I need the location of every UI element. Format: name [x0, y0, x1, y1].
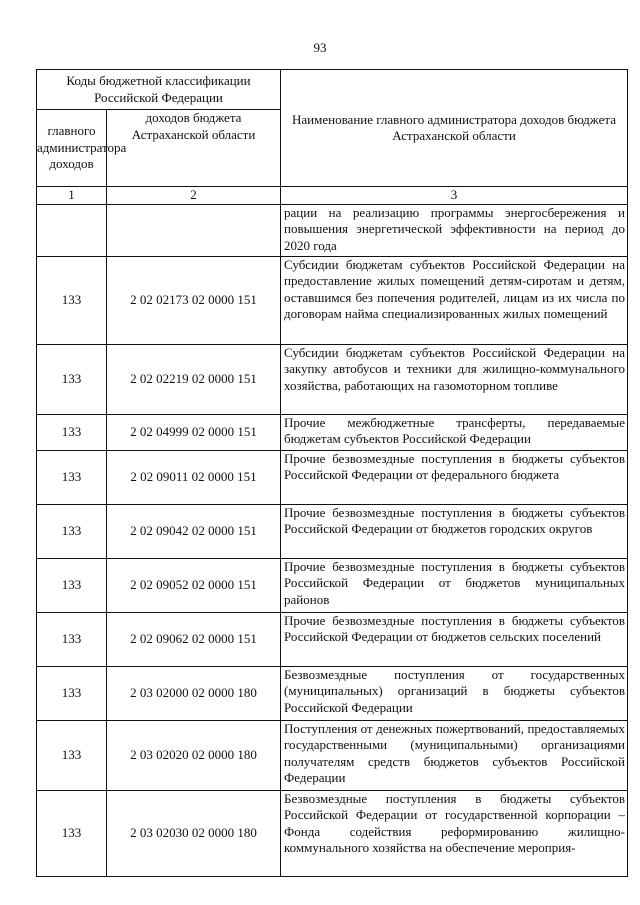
admin-code-cell: 133	[37, 612, 107, 666]
table-row	[37, 612, 628, 666]
revenue-name-cell: Субсидии бюджетам субъектов Российской Федерации на предоставление жилых помещений детям-сиротам и детям, оставшимся без попечения родителей, лицам из их числа по договорам найма специализированных жилых помещений	[281, 256, 628, 344]
table-row	[37, 450, 628, 504]
revenue-name-cell: Безвозмездные поступления в бюджеты субъектов Российской Федерации от государственной корпорации – Фонда содействия реформированию жилищно-коммунального хозяйства на обеспечение мероприя-	[281, 790, 628, 876]
admin-code-cell: 133	[37, 666, 107, 720]
admin-code-cell: 133	[37, 558, 107, 612]
revenue-name-cell: Прочие безвозмездные поступления в бюджеты субъектов Российской Федерации от бюджетов городских округов	[281, 504, 628, 558]
revenue-code-cell: 2 02 02219 02 0000 151	[107, 344, 281, 414]
admin-code-cell: 133	[37, 414, 107, 450]
column-number: 1	[37, 187, 107, 205]
budget-classification-table	[36, 69, 628, 877]
table-row	[37, 790, 628, 876]
revenue-code-cell: 2 02 02173 02 0000 151	[107, 256, 281, 344]
revenue-name-cell: Поступления от денежных пожертвований, предоставляемых государственными (муниципальными) организациями получателям средств бюджетов субъектов Российской Федерации	[281, 720, 628, 790]
revenue-name-cell: Прочие безвозмездные поступления в бюджеты субъектов Российской Федерации от бюджетов муниципальных районов	[281, 558, 628, 612]
column-number: 2	[107, 187, 281, 205]
admin-code-cell: 133	[37, 450, 107, 504]
revenue-code-cell: 2 02 09052 02 0000 151	[107, 558, 281, 612]
revenue-name-cell: Прочие безвозмездные поступления в бюджеты субъектов Российской Федерации от федерального бюджета	[281, 450, 628, 504]
revenue-name-cell: Субсидии бюджетам субъектов Российской Федерации на закупку автобусов и техники для жилищно-коммунального хозяйства, работающих на газомоторном топливе	[281, 344, 628, 414]
admin-code-cell: 133	[37, 790, 107, 876]
revenue-code-cell: 2 02 04999 02 0000 151	[107, 414, 281, 450]
table-row	[37, 204, 628, 256]
header-admin-name: Наименование главного администратора доходов бюджета Астраханской области	[281, 70, 628, 187]
table-row	[37, 666, 628, 720]
admin-code-cell: 133	[37, 504, 107, 558]
revenue-code-cell: 2 02 09042 02 0000 151	[107, 504, 281, 558]
header-main-administrator: главного администратора доходов	[37, 110, 107, 187]
revenue-name-cell: Прочие межбюджетные трансферты, передаваемые бюджетам субъектов Российской Федерации	[281, 414, 628, 450]
table-row	[37, 256, 628, 344]
revenue-code-cell: 2 02 09062 02 0000 151	[107, 612, 281, 666]
admin-code-cell: 133	[37, 256, 107, 344]
page-number: 93	[313, 40, 327, 55]
table-row	[37, 344, 628, 414]
header-budget-revenue: доходов бюджета Астраханской области	[107, 110, 281, 187]
admin-code-cell: 133	[37, 720, 107, 790]
table-row	[37, 558, 628, 612]
revenue-code-cell: 2 02 09011 02 0000 151	[107, 450, 281, 504]
table-row	[37, 414, 628, 450]
revenue-code-cell: 2 03 02030 02 0000 180	[107, 790, 281, 876]
admin-code-cell	[37, 204, 107, 256]
admin-code-cell: 133	[37, 344, 107, 414]
revenue-name-cell: Прочие безвозмездные поступления в бюджеты субъектов Российской Федерации от бюджетов сельских поселений	[281, 612, 628, 666]
revenue-code-cell: 2 03 02000 02 0000 180	[107, 666, 281, 720]
table-row	[37, 504, 628, 558]
header-group-codes: Коды бюджетной классификации Российской Федерации	[37, 70, 281, 110]
table-row	[37, 720, 628, 790]
revenue-code-cell: 2 03 02020 02 0000 180	[107, 720, 281, 790]
column-number: 3	[281, 187, 628, 205]
revenue-name-cell: Безвозмездные поступления от государственных (муниципальных) организаций в бюджеты субъектов Российской Федерации	[281, 666, 628, 720]
revenue-code-cell	[107, 204, 281, 256]
revenue-name-cell: рации на реализацию программы энергосбережения и повышения энергетической эффективности на период до 2020 года	[281, 204, 628, 256]
